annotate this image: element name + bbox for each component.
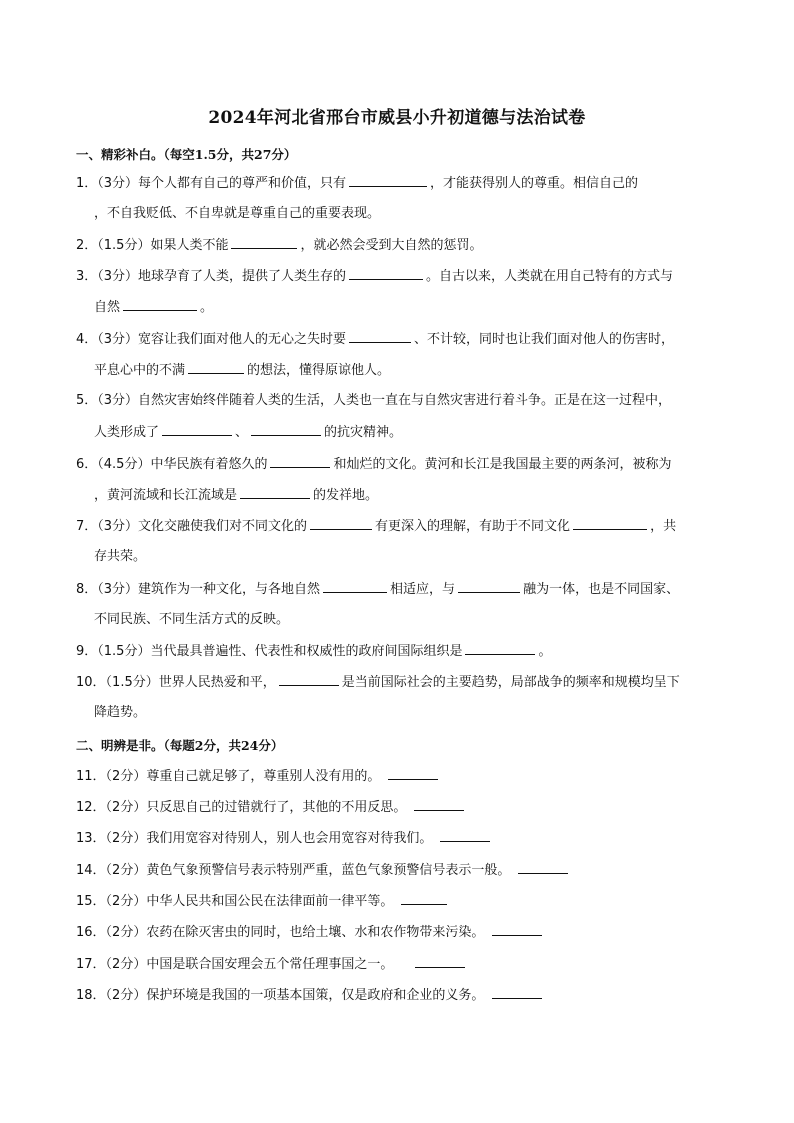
- answer-blank[interactable]: [573, 517, 647, 530]
- question-7-continued: 存共荣。: [94, 549, 147, 564]
- question-12: 12．（2分）只反思自己的过错就行了，其他的不用反思。: [76, 798, 467, 817]
- question-4: 4．（3分）宽容让我们面对他人的无心之失时要 、不计较，同时也让我们面对他人的伤害时，: [76, 332, 675, 347]
- question-11: 11．（2分）尊重自己就足够了，尊重别人没有用的。: [76, 767, 441, 786]
- question-1-continued: ，不自我贬低、不自卑就是尊重自己的重要表现。: [94, 206, 381, 221]
- answer-blank[interactable]: [310, 517, 372, 530]
- question-16: 16．（2分）农药在除灭害虫的同时，也给土壤、水和农作物带来污染。: [76, 923, 545, 942]
- answer-blank[interactable]: [279, 673, 339, 686]
- answer-blank[interactable]: [401, 892, 447, 905]
- answer-blank[interactable]: [518, 861, 568, 874]
- answer-blank[interactable]: [240, 486, 310, 499]
- answer-blank[interactable]: [349, 174, 427, 187]
- question-14: 14．（2分）黄色气象预警信号表示特别严重，蓝色气象预警信号表示一般。: [76, 861, 571, 880]
- question-2: 2．（1.5分）如果人类不能 ，就必然会受到大自然的惩罚。: [76, 238, 483, 253]
- question-9: 9．（1.5分）当代最具普遍性、代表性和权威性的政府间国际组织是 。: [76, 644, 552, 659]
- question-10-continued: 降趋势。: [94, 705, 147, 720]
- answer-blank[interactable]: [388, 767, 438, 780]
- answer-blank[interactable]: [415, 955, 465, 968]
- question-6: 6．（4.5分）中华民族有着悠久的 和灿烂的文化。黄河和长江是我国最主要的两条河，被称为: [76, 457, 672, 472]
- question-4-continued: 平息心中的不满 的想法，懂得原谅他人。: [94, 363, 391, 378]
- answer-blank[interactable]: [349, 267, 423, 280]
- question-3-continued: 自然 。: [94, 300, 214, 315]
- answer-blank[interactable]: [440, 829, 490, 842]
- question-18: 18．（2分）保护环境是我国的一项基本国策，仅是政府和企业的义务。: [76, 986, 545, 1005]
- question-5: 5．（3分）自然灾害始终伴随着人类的生活，人类也一直在与自然灾害进行着斗争。正是在这一过程中，: [76, 393, 672, 408]
- question-8: 8．（3分）建筑作为一种文化，与各地自然 相适应，与 融为一体，也是不同国家、: [76, 582, 680, 597]
- question-8-continued: 不同民族、不同生活方式的反映。: [94, 612, 290, 627]
- section-heading-true-false: 二、明辨是非。（每题2分，共24分）: [76, 738, 284, 753]
- answer-blank[interactable]: [414, 798, 464, 811]
- answer-blank[interactable]: [492, 986, 542, 999]
- answer-blank[interactable]: [458, 580, 520, 593]
- answer-blank[interactable]: [492, 923, 542, 936]
- answer-blank[interactable]: [123, 298, 197, 311]
- answer-blank[interactable]: [251, 423, 321, 436]
- question-15: 15．（2分）中华人民共和国公民在法律面前一律平等。: [76, 892, 450, 911]
- question-1: 1．（3分）每个人都有自己的尊严和价值，只有 ，才能获得别人的尊重。相信自己的: [76, 176, 639, 191]
- page-title: 2024年河北省邢台市威县小升初道德与法治试卷: [208, 108, 586, 128]
- answer-blank[interactable]: [270, 455, 330, 468]
- question-6-continued: ，黄河流域和长江流域是 的发祥地。: [94, 488, 379, 503]
- question-13: 13．（2分）我们用宽容对待别人，别人也会用宽容对待我们。: [76, 829, 493, 848]
- answer-blank[interactable]: [465, 642, 535, 655]
- question-7: 7．（3分）文化交融使我们对不同文化的 有更深入的理解，有助于不同文化 ，共: [76, 519, 677, 534]
- answer-blank[interactable]: [349, 330, 411, 343]
- question-5-continued: 人类形成了 、 的抗灾精神。: [94, 425, 403, 440]
- question-17: 17．（2分）中国是联合国安理会五个常任理事国之一。: [76, 955, 468, 974]
- answer-blank[interactable]: [162, 423, 232, 436]
- question-10: 10．（1.5分）世界人民热爱和平， 是当前国际社会的主要趋势，局部战争的频率和规模均呈下: [76, 675, 680, 690]
- section-heading-fill-blank: 一、精彩补白。（每空1.5分，共27分）: [76, 147, 297, 162]
- question-3: 3．（3分）地球孕育了人类，提供了人类生存的 。自古以来，人类就在用自己特有的方式与: [76, 269, 674, 284]
- answer-blank[interactable]: [231, 236, 297, 249]
- answer-blank[interactable]: [323, 580, 387, 593]
- answer-blank[interactable]: [188, 361, 244, 374]
